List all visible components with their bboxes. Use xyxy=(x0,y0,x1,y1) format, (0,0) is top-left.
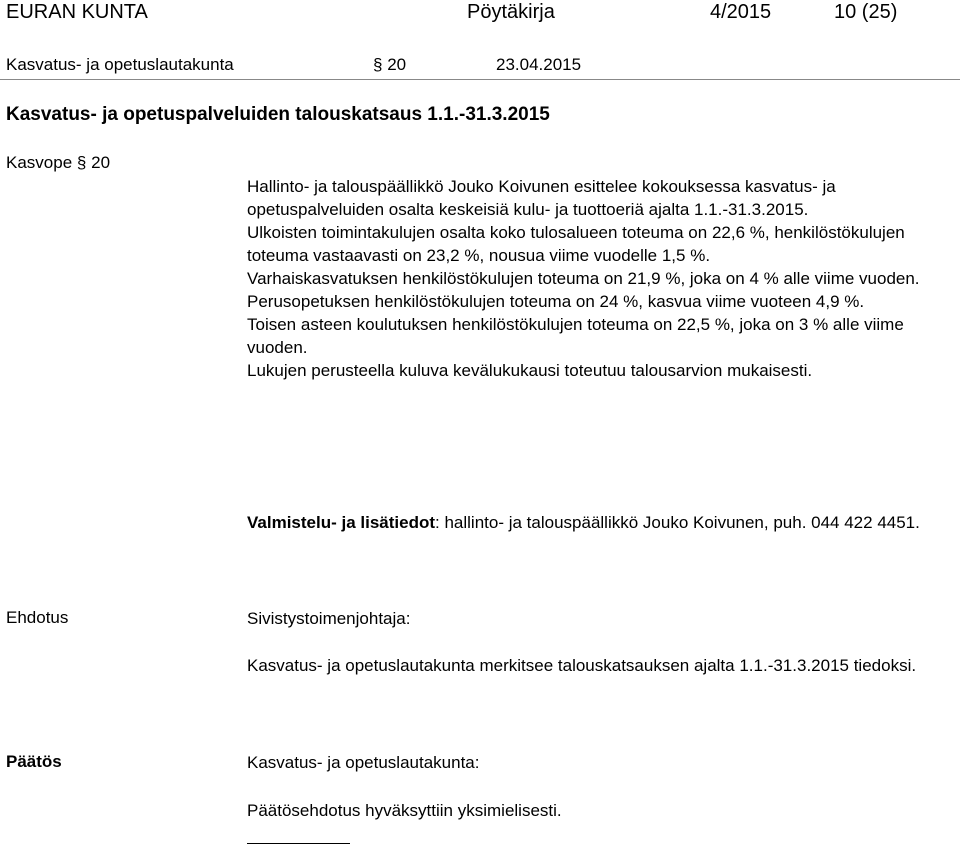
intro-paragraph: Toisen asteen koulutuksen henkilöstökulujen toteuma on 22,5 %, joka on 3 % alle viime vuoden. xyxy=(247,315,904,357)
presentation-text xyxy=(247,175,960,382)
signature-line xyxy=(247,843,350,844)
section-number: 20 xyxy=(387,55,407,74)
intro-paragraph: Perusopetuksen henkilöstökulujen toteuma on 24 %, kasvua viime vuoteen 4,9 %. xyxy=(247,292,865,311)
meeting-date: 23.04.2015 xyxy=(496,55,582,74)
doc-type: Pöytäkirja xyxy=(467,1,555,23)
decision-label: Päätös xyxy=(6,752,62,771)
page-number: 10 (25) xyxy=(834,1,898,23)
section-icon: § xyxy=(373,55,383,74)
proposal-author: Sivistystoimenjohtaja: xyxy=(247,609,411,628)
preparation-label: Valmistelu- ja lisätiedot xyxy=(247,513,436,532)
decision-author: Kasvatus- ja opetuslautakunta: xyxy=(247,753,480,772)
case-ref-number: 20 xyxy=(91,153,111,172)
org-name: EURAN KUNTA xyxy=(6,1,148,23)
intro-paragraph: Ulkoisten toimintakulujen osalta koko tulosalueen toteuma on 22,6 %, henkilöstökulujen toteuma vastaavasti on 23,2 %, nousua viime vuodelle 1,5 %. xyxy=(247,223,905,265)
case-ref-label: Kasvope xyxy=(6,153,73,172)
committee-name: Kasvatus- ja opetuslautakunta xyxy=(6,55,234,74)
proposal-text: Kasvatus- ja opetuslautakunta merkitsee talouskatsauksen ajalta 1.1.-31.3.2015 tiedoksi. xyxy=(247,656,917,675)
proposal-label: Ehdotus xyxy=(6,608,69,627)
header-divider xyxy=(0,79,960,80)
section-icon: § xyxy=(76,153,87,172)
case-ref xyxy=(6,152,110,174)
section-ref xyxy=(373,54,406,76)
intro-paragraph: Lukujen perusteella kuluva kevälukukausi toteutuu talousarvion mukaisesti. xyxy=(247,361,813,380)
intro-paragraph: Varhaiskasvatuksen henkilöstökulujen toteuma on 21,9 %, joka on 4 % alle viime vuoden. xyxy=(247,269,920,288)
doc-number: 4/2015 xyxy=(710,1,772,23)
page-title: Kasvatus- ja opetuspalveluiden talouskatsaus 1.1.-31.3.2015 xyxy=(6,104,550,125)
preparation-text: : hallinto- ja talouspäällikkö Jouko Koivunen, puh. 044 422 4451. xyxy=(435,513,920,532)
intro-paragraph: Hallinto- ja talouspäällikkö Jouko Koivunen esittelee kokouksessa kasvatus- ja opetuspalveluiden osalta keskeisiä kulu- ja tuottoeriä ajalta 1.1.-31.3.2015. xyxy=(247,177,836,219)
decision-text: Päätösehdotus hyväksyttiin yksimielisesti. xyxy=(247,801,562,820)
preparation-info xyxy=(247,511,960,534)
